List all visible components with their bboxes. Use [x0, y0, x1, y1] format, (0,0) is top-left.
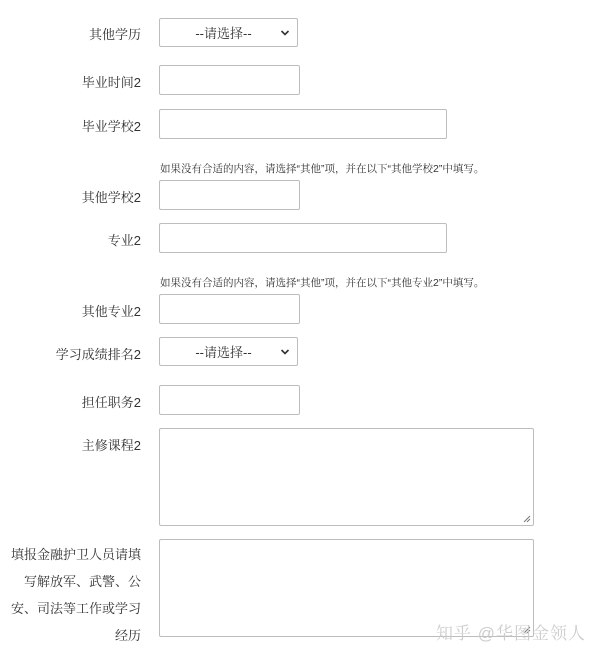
- school-hint-text: 如果没有合适的内容，请选择“其他”项，并在以下“其他学校2”中填写。: [160, 163, 485, 175]
- resize-grip-icon[interactable]: [522, 514, 531, 523]
- major-2-input[interactable]: [159, 223, 447, 253]
- other-major-2-label: 其他专业2: [81, 304, 141, 319]
- grade-ranking-2-select[interactable]: [159, 337, 298, 366]
- grade-ranking-2-selected: --请选择--: [195, 345, 252, 360]
- main-courses-2-textarea[interactable]: [159, 428, 534, 526]
- main-courses-2-label: 主修课程2: [81, 438, 141, 453]
- other-school-2-label: 其他学校2: [81, 190, 141, 205]
- graduation-school-2-input[interactable]: [159, 109, 447, 139]
- chevron-down-icon: [280, 347, 290, 357]
- graduation-time-2-label: 毕业时间2: [81, 75, 141, 90]
- position-held-2-input[interactable]: [159, 385, 300, 415]
- graduation-time-2-input[interactable]: [159, 65, 300, 95]
- chevron-down-icon: [280, 28, 290, 38]
- grade-ranking-2-label: 学习成绩排名2: [55, 347, 141, 362]
- position-held-2-label: 担任职务2: [81, 395, 141, 410]
- watermark: 知乎 @华图金领人: [436, 624, 586, 643]
- other-education-label: 其他学历: [88, 27, 141, 42]
- other-education-select[interactable]: [159, 18, 298, 47]
- other-major-2-input[interactable]: [159, 294, 300, 324]
- security-experience-label: 填报金融护卫人员请填写解放军、武警、公安、司法等工作或学习经历: [11, 547, 142, 643]
- major-hint-text: 如果没有合适的内容，请选择“其他”项，并在以下“其他专业2”中填写。: [160, 277, 485, 289]
- graduation-school-2-label: 毕业学校2: [81, 119, 141, 134]
- other-education-selected: --请选择--: [195, 26, 252, 41]
- major-2-label: 专业2: [107, 233, 141, 248]
- other-school-2-input[interactable]: [159, 180, 300, 210]
